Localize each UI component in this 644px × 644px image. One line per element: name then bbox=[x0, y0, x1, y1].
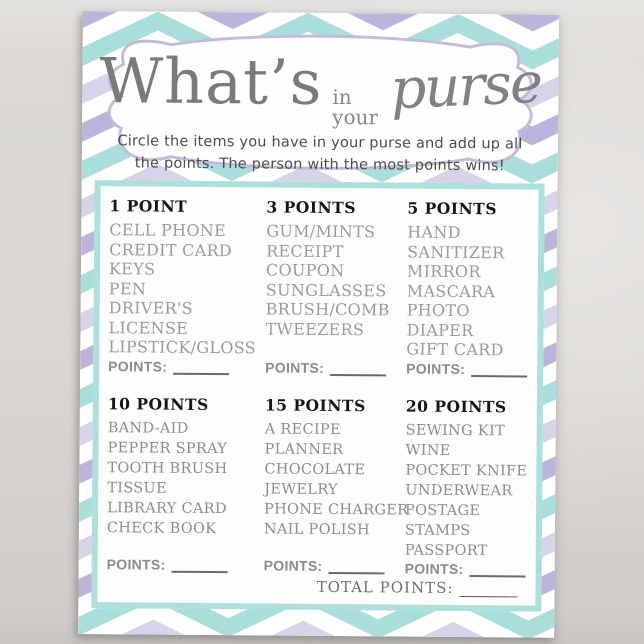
section-heading: 1 POINT bbox=[109, 196, 188, 216]
item-list bbox=[406, 223, 529, 360]
item-line: PASSPORT bbox=[404, 542, 488, 560]
item-list bbox=[263, 419, 409, 540]
item-line: LIBRARY CARD bbox=[107, 500, 227, 518]
section-heading: 20 POINTS bbox=[405, 396, 507, 417]
item-line: COUPON bbox=[265, 260, 345, 281]
item-line: POCKET KNIFE bbox=[405, 462, 528, 480]
item-list bbox=[405, 421, 528, 562]
item-line: MASCARA bbox=[406, 281, 496, 301]
instructions-line-2: the points. The person with the most points wins! bbox=[134, 155, 505, 175]
section-heading: 3 POINTS bbox=[266, 197, 357, 218]
title-frame bbox=[99, 24, 542, 179]
item-line: PHONE CHARGER bbox=[264, 501, 409, 519]
section-heading: 5 POINTS bbox=[407, 198, 498, 219]
points-row bbox=[405, 561, 527, 578]
item-line: LICENSE bbox=[108, 317, 189, 338]
score-card-box bbox=[91, 180, 544, 612]
item-line: TOOTH BRUSH bbox=[107, 460, 228, 478]
points-row bbox=[406, 361, 528, 378]
item-line: CHOCOLATE bbox=[264, 461, 366, 479]
item-line: NAIL POLISH bbox=[263, 521, 371, 539]
item-line: LIPSTICK/GLOSS bbox=[108, 337, 257, 358]
points-row bbox=[108, 358, 261, 375]
points-row bbox=[265, 359, 402, 376]
points-label: POINTS: bbox=[106, 556, 166, 573]
item-line: HAND bbox=[407, 222, 461, 242]
points-blank-line bbox=[330, 361, 386, 376]
points-blank-line bbox=[469, 562, 525, 577]
item-line: CHECK BOOK bbox=[106, 520, 217, 538]
item-line: TWEEZERS bbox=[265, 318, 365, 339]
point-section-1-point bbox=[108, 196, 266, 375]
points-blank-line bbox=[328, 559, 384, 574]
point-section-15-points bbox=[263, 395, 409, 574]
total-points-blank-line bbox=[459, 584, 517, 597]
section-heading: 10 POINTS bbox=[107, 394, 209, 414]
item-line: UNDERWEAR bbox=[405, 482, 513, 500]
point-section-20-points bbox=[405, 397, 532, 576]
item-line: CREDIT CARD bbox=[109, 239, 233, 260]
title-word-whats: What’s bbox=[99, 44, 323, 119]
points-blank-line bbox=[171, 558, 227, 573]
point-section-3-points bbox=[265, 197, 407, 376]
item-line: PHOTO bbox=[406, 300, 470, 321]
item-line: GIFT CARD bbox=[406, 339, 504, 360]
points-label: POINTS: bbox=[108, 358, 168, 375]
item-line: DRIVER'S bbox=[108, 298, 193, 318]
item-list bbox=[265, 221, 403, 339]
item-line: RECEIPT bbox=[266, 240, 344, 261]
item-line: CELL PHONE bbox=[109, 220, 227, 241]
item-line: PLANNER bbox=[264, 441, 344, 459]
game-instructions bbox=[117, 131, 522, 178]
points-label: POINTS: bbox=[404, 560, 464, 578]
item-line: KEYS bbox=[108, 259, 156, 279]
item-list bbox=[107, 418, 261, 539]
item-line: SEWING KIT bbox=[405, 422, 506, 440]
item-line: MIRROR bbox=[406, 261, 481, 282]
points-label: POINTS: bbox=[406, 360, 466, 378]
item-line: PEN bbox=[108, 278, 147, 299]
item-line: POSTAGE bbox=[405, 502, 481, 520]
game-title bbox=[99, 44, 543, 130]
item-line: TISSUE bbox=[107, 480, 167, 497]
point-section-10-points bbox=[107, 394, 265, 573]
item-line: JEWELRY bbox=[264, 481, 338, 499]
points-row bbox=[264, 557, 401, 574]
point-section-5-points bbox=[406, 199, 533, 378]
item-line: BAND-AID bbox=[107, 420, 189, 437]
item-line: SANITIZER bbox=[407, 242, 505, 262]
points-blank-line bbox=[173, 360, 229, 375]
item-line: GUM/MINTS bbox=[266, 221, 376, 242]
item-line: STAMPS bbox=[404, 522, 471, 540]
item-line: A RECIPE bbox=[264, 421, 341, 439]
total-points-label: TOTAL POINTS: bbox=[316, 577, 454, 597]
item-line: BRUSH/COMB bbox=[265, 299, 390, 320]
purse-game-flyer bbox=[78, 11, 559, 638]
item-list bbox=[108, 220, 262, 358]
points-label: POINTS: bbox=[263, 557, 323, 574]
total-points-row bbox=[317, 578, 518, 598]
title-word-purse: purse bbox=[389, 50, 543, 123]
points-label: POINTS: bbox=[265, 359, 325, 376]
item-line: SUNGLASSES bbox=[265, 279, 387, 300]
section-heading: 15 POINTS bbox=[264, 395, 366, 416]
points-blank-line bbox=[471, 362, 527, 377]
instructions-line-1: Circle the items you have in your purse and add up all bbox=[117, 133, 523, 153]
item-line: WINE bbox=[405, 442, 451, 459]
item-line: PEPPER SPRAY bbox=[107, 440, 228, 458]
title-word-in-your: in your bbox=[332, 84, 379, 130]
item-line: DIAPER bbox=[406, 320, 474, 340]
point-sections-grid bbox=[106, 196, 533, 578]
points-row bbox=[107, 556, 260, 573]
